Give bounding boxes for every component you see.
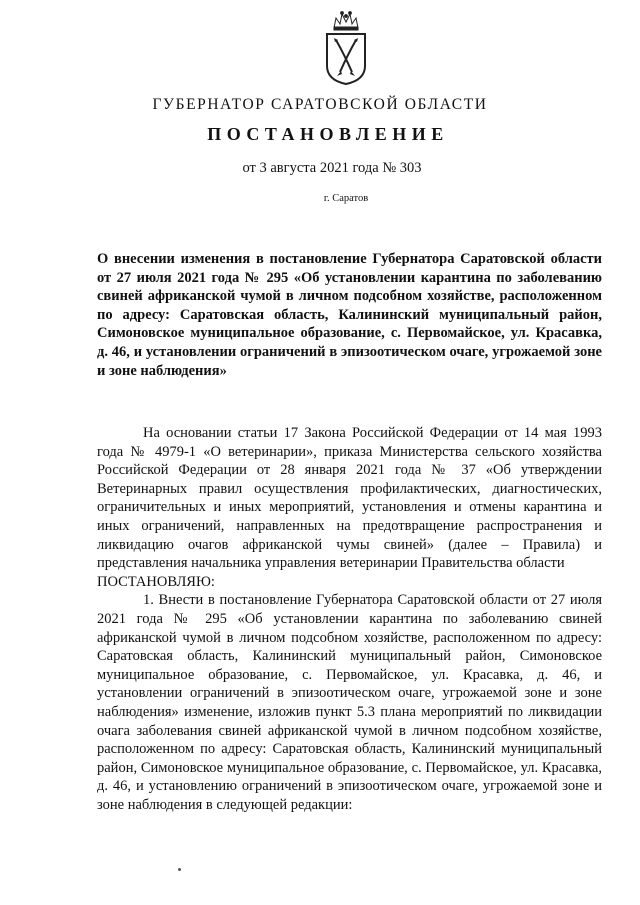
resolve-line: ПОСТАНОВЛЯЮ: <box>97 573 215 590</box>
document-body <box>97 424 602 814</box>
document-date-number: от 3 августа 2021 года № 303 <box>242 160 422 176</box>
document-title: О внесении изменения в постановление Губернатора Саратовской области от 27 июля 2021 года № 295 «Об установлении карантина по заболеванию свиней африканской чумой в личном подсобном хозяйстве, расположенном по адресу: Саратовская область, Калининский муниципальный район, Симоновское муниципальное образование, с. Первомайское, ул. Красавка, д. 46, и установлении ограничений в эпизоотическом очаге, угрожаемой зоне и зоне наблюдения» <box>97 251 602 379</box>
preamble-paragraph: На основании статьи 17 Закона Российской Федерации от 14 мая 1993 года № 4979-1 «О ветеринарии», приказа Министерства сельского хозяйства Российской Федерации от 28 января 2021 года № 37 «Об утверждении Ветеринарных правил осуществления профилактических, диагностических, ограничительных и иных мероприятий, установления и отмены карантина и иных ограничений, направленных на предотвращение распространения и ликвидацию очагов африканской чумы свиней» (далее – Правила) и представления начальника управления ветеринарии Правительства области <box>97 425 602 572</box>
scan-speck <box>178 868 181 871</box>
item-1-paragraph: 1. Внести в постановление Губернатора Саратовской области от 27 июля 2021 года № 295 «Об установлении карантина по заболеванию свиней африканской чумой в личном подсобном хозяйстве, расположенном по адресу: Саратовская область, Калининский муниципальный район, Симоновское муниципальное образование, с. Первомайское, ул. Красавка, д. 46, и установлении ограничений в эпизоотическом очаге, угрожаемой зоне и зоне наблюдения» изменение, изложив пункт 5.3 плана мероприятий по ликвидации очага заболевания свиней африканской чумой в личном подсобном хозяйстве, расположенном по адресу: Саратовская область, Калининский муниципальный район, Симоновское муниципальное образование, с. Первомайское, ул. Красавка, д. 46, и установлению ограничений в эпизоотическом очаге, угрожаемой зоне и зоне наблюдения в следующей редакции: <box>97 592 602 813</box>
saratov-coat-of-arms-icon <box>322 10 370 86</box>
document-type-heading: ПОСТАНОВЛЕНИЕ <box>207 124 449 144</box>
document-city: г. Саратов <box>323 193 369 204</box>
authority-heading: ГУБЕРНАТОР САРАТОВСКОЙ ОБЛАСТИ <box>152 96 488 113</box>
